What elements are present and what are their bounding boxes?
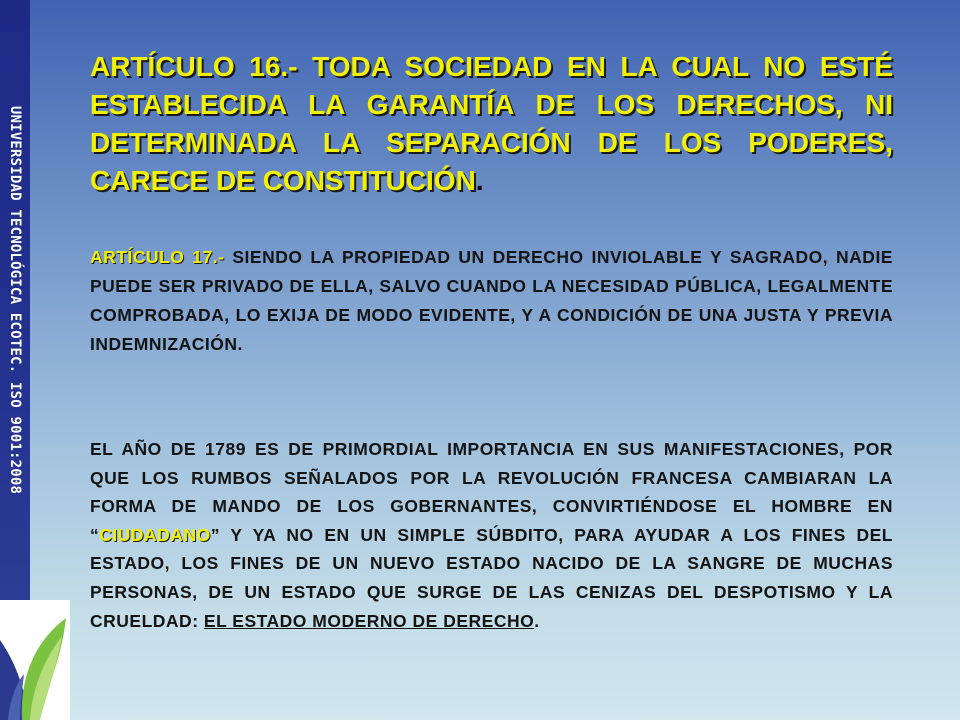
article-16-end: CARECE DE CONSTITUCIÓN [90, 165, 476, 196]
paragraph-1789-part2: ” Y YA NO EN UN SIMPLE SÚBDITO, PARA AYUDAR A LOS FINES DEL ESTADO, LOS FINES DE UN NUEVO ESTADO NACIDO DE LA SANGRE DE MUCHAS PERSONAS, DE UN ESTADO QUE SURGE DE LAS CENIZAS DEL DESPOTISMO Y LA CRUELDAD: [90, 524, 893, 631]
article-17-label: ARTÍCULO 17.- [90, 247, 225, 267]
paragraph-1789-end: . [534, 610, 540, 631]
sidebar-band [0, 0, 30, 600]
ecotec-logo [0, 600, 70, 720]
paragraph-1789-part1: EL AÑO DE 1789 ES DE PRIMORDIAL IMPORTANCIA EN SUS MANIFESTACIONES, POR QUE LOS RUMBOS SEÑALADOS POR LA REVOLUCIÓN FRANCESA CAMBIARAN LA FORMA DE MANDO DE LOS GOBERNANTES, CONVIRTIÉNDOSE EL HOMBRE EN “ [90, 439, 893, 545]
ciudadano-highlight: CIUDADANO [99, 524, 211, 545]
paragraph-1789 [90, 435, 893, 635]
article-17-text [90, 243, 893, 359]
article-16-comma: , [885, 127, 893, 158]
university-name-vertical: UNIVERSIDAD TECNOLÓGICA ECOTEC. ISO 9001:2008 [7, 105, 23, 495]
article-16-period: . [475, 165, 484, 196]
article-16-text [90, 48, 893, 200]
leaf-logo-icon [0, 600, 70, 720]
estado-moderno-underlined: EL ESTADO MODERNO DE DERECHO [203, 610, 535, 631]
article-16-main: ARTÍCULO 16.- TODA SOCIEDAD EN LA CUAL NO ESTÉ ESTABLECIDA LA GARANTÍA DE LOS DERECHOS, NI DETERMINADA LA SEPARACIÓN DE LOS PODERES [90, 51, 893, 158]
article-17-body: SIENDO LA PROPIEDAD UN DERECHO INVIOLABLE Y SAGRADO, NADIE PUEDE SER PRIVADO DE ELLA, SALVO CUANDO LA NECESIDAD PÚBLICA, LEGALMENTE COMPROBADA, LO EXIJA DE MODO EVIDENTE, Y A CONDICIÓN DE UNA JUSTA Y PREVIA INDEMNIZACIÓN. [90, 247, 893, 354]
